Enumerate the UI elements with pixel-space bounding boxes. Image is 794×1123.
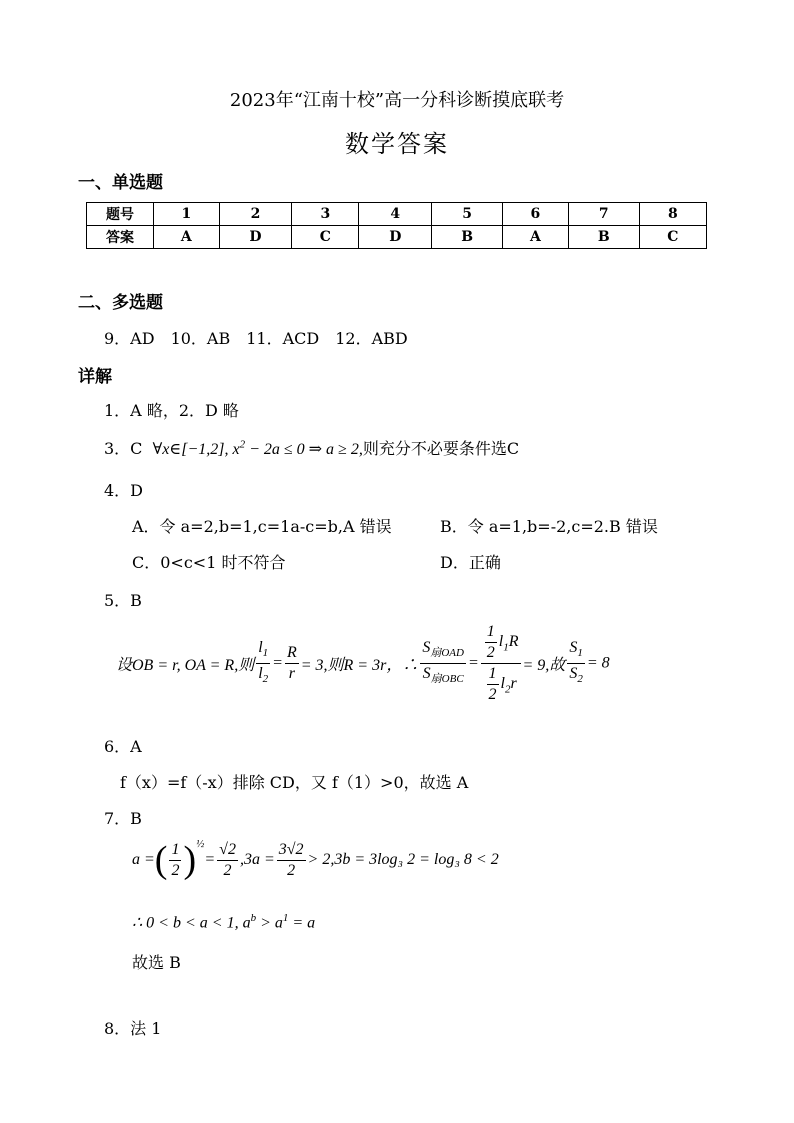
- q5-frac-r: [285, 643, 299, 684]
- q7-line2: [132, 912, 315, 932]
- q5-r: r: [288, 665, 295, 682]
- q5-frac-l: [256, 638, 270, 689]
- table-cell: C: [292, 226, 359, 249]
- q5-S2: S: [422, 665, 431, 682]
- table-cell: 答案: [87, 226, 154, 249]
- q3-expr-b: − 2a ≤ 0 ⇒ a ≥ 2,: [245, 441, 363, 458]
- table-cell: 7: [568, 203, 639, 226]
- q5-l3: l: [498, 633, 504, 651]
- q5-r2: r: [510, 675, 517, 693]
- q5-two-b: 2: [488, 686, 497, 703]
- q5-therefore: ，∴: [386, 657, 419, 674]
- table-row-answers: [87, 226, 707, 249]
- table-cell: 题号: [87, 203, 154, 226]
- q5-frac-big: [481, 622, 521, 705]
- q4-option-b: B．令 a=1,b=-2,c=2.B 错误: [440, 517, 658, 536]
- q5-sub2b: 2: [504, 683, 511, 696]
- q5-R2: R: [508, 633, 519, 651]
- q7-half-n: 1: [169, 840, 181, 861]
- table-cell: D: [219, 226, 292, 249]
- q7-two-a: 2: [223, 861, 232, 879]
- q5-S4: S: [569, 665, 578, 682]
- q7-mid: ,3a =: [239, 851, 275, 868]
- q5-eq8: = 8: [586, 654, 610, 672]
- q3-expr: [152, 438, 363, 458]
- table-cell: C: [639, 226, 706, 249]
- q3-expr-a: ∀x∈[−1,2], x: [152, 441, 240, 458]
- q5-l2: l: [258, 665, 263, 682]
- q3-label: 3．C: [104, 439, 143, 458]
- q7-exp-1: 1: [282, 912, 289, 924]
- q3-exponent: 2: [239, 438, 246, 451]
- q7-label: 7．B: [104, 809, 142, 828]
- q5-sub2: 2: [262, 673, 269, 686]
- table-row-header: [87, 203, 707, 226]
- q3-text: 则充分不必要条件选C: [362, 439, 520, 458]
- table-cell: 3: [292, 203, 359, 226]
- q7-frac-sqrt: [217, 840, 238, 881]
- section-single-choice: 一、单选题: [78, 173, 163, 193]
- detail-heading: 详解: [78, 367, 112, 387]
- q6-label: 6．A: [104, 737, 142, 756]
- table-cell: D: [359, 226, 432, 249]
- q5-eq9: = 9,故: [522, 657, 566, 674]
- table-cell: 5: [432, 203, 503, 226]
- q7-exp-half: ½: [196, 838, 205, 850]
- q5-one-b: 1: [487, 664, 499, 685]
- table-cell: 4: [359, 203, 432, 226]
- q7-two-b: 2: [287, 861, 296, 879]
- q5-frac-s: [420, 638, 466, 689]
- q5-sub2c: 2: [577, 673, 583, 686]
- q5-R: R: [285, 643, 299, 664]
- q7-a-eq: a =: [132, 851, 155, 868]
- q7-tail: > 2,3b = 3log₃ 2 = log₃ 8 < 2: [307, 851, 499, 868]
- q5-sub1c: 1: [577, 647, 583, 659]
- q4-label: 4．D: [104, 481, 144, 500]
- q3-answer: [104, 436, 519, 459]
- q5-l4: l: [500, 675, 505, 693]
- q5-part1: 设OB = r, OA = R,则: [116, 657, 255, 674]
- table-cell: 6: [503, 203, 569, 226]
- q5-frac-s12: [567, 638, 585, 689]
- q5-sub-oad: 扇OAD: [430, 647, 464, 659]
- table-cell: B: [432, 226, 503, 249]
- q7-line2-b: > a: [256, 914, 283, 932]
- q7-formula: a =( $\frac{1}{2}$ )$^{\frac{1}{2}}$= $\frac{√2}{2}$ ,3a = $\frac{3√2}{2}$ > 2,3b = 3log₃ 2 = log₃ 8 < 2: [132, 838, 499, 881]
- q5-sub1b: 1: [503, 641, 509, 654]
- q7-sqrt2: √2: [217, 840, 238, 861]
- q5-eq3: = 3,则R = 3r: [300, 657, 387, 674]
- table-cell: A: [154, 226, 220, 249]
- q7-half-d: 2: [171, 861, 180, 879]
- q5-sub1: 1: [262, 647, 269, 659]
- q5-one-a: 1: [485, 622, 497, 643]
- q7-frac-3sqrt: [277, 840, 306, 881]
- table-cell: B: [568, 226, 639, 249]
- q6-text: f（x）=f（-x）排除 CD，又 f（1）>0，故选 A: [120, 773, 469, 792]
- document-subtitle: 数学答案: [345, 130, 449, 158]
- table-cell: 8: [639, 203, 706, 226]
- q7-conclusion: 故选 B: [132, 953, 181, 972]
- q5-S1: S: [422, 638, 431, 656]
- answer-table: [86, 202, 707, 249]
- q7-exp-b: b: [250, 912, 257, 924]
- q5-label: 5．B: [104, 591, 142, 610]
- q1-2-answer: 1．A 略，2．D 略: [104, 401, 239, 420]
- q4-option-d: D．正确: [440, 553, 501, 572]
- q5-sub-obc: 扇OBC: [430, 673, 464, 686]
- q5-formula: 设OB = r, OA = R,则 $\frac{l_1}{l_2}$ = $\frac{R}{r}$ = 3,则R = 3r，∴ $\frac{S_{扇OAD}}{S_{扇OBC}}$ = $\frac{1}{2}$ $l_1R$ $\frac{1}{2}$ $l_2r$ = 9,故 $\frac{S_1}{S_2}$ = 8: [116, 623, 610, 703]
- q5-l1: l: [258, 638, 263, 656]
- table-cell: 1: [154, 203, 220, 226]
- document-title: 2023年“江南十校”高一分科诊断摸底联考: [229, 90, 565, 111]
- table-cell: 2: [219, 203, 292, 226]
- q4-option-c: C．0<c<1 时不符合: [132, 553, 286, 572]
- multi-answers: 9．AD 10．AB 11．ACD 12．ABD: [104, 329, 408, 348]
- q4-option-a: A．令 a=2,b=1,c=1a-c=b,A 错误: [132, 517, 392, 536]
- q8-label: 8．法 1: [104, 1019, 162, 1038]
- q7-line2-c: = a: [288, 914, 316, 932]
- q7-three-sqrt2: 3√2: [277, 840, 306, 861]
- q7-frac-half: [169, 840, 181, 881]
- section-multi-choice: 二、多选题: [78, 293, 163, 313]
- q5-S3: S: [569, 638, 578, 656]
- table-cell: A: [503, 226, 569, 249]
- q7-line2-a: ∴ 0 < b < a < 1, a: [132, 914, 251, 932]
- q5-two-a: 2: [486, 644, 495, 661]
